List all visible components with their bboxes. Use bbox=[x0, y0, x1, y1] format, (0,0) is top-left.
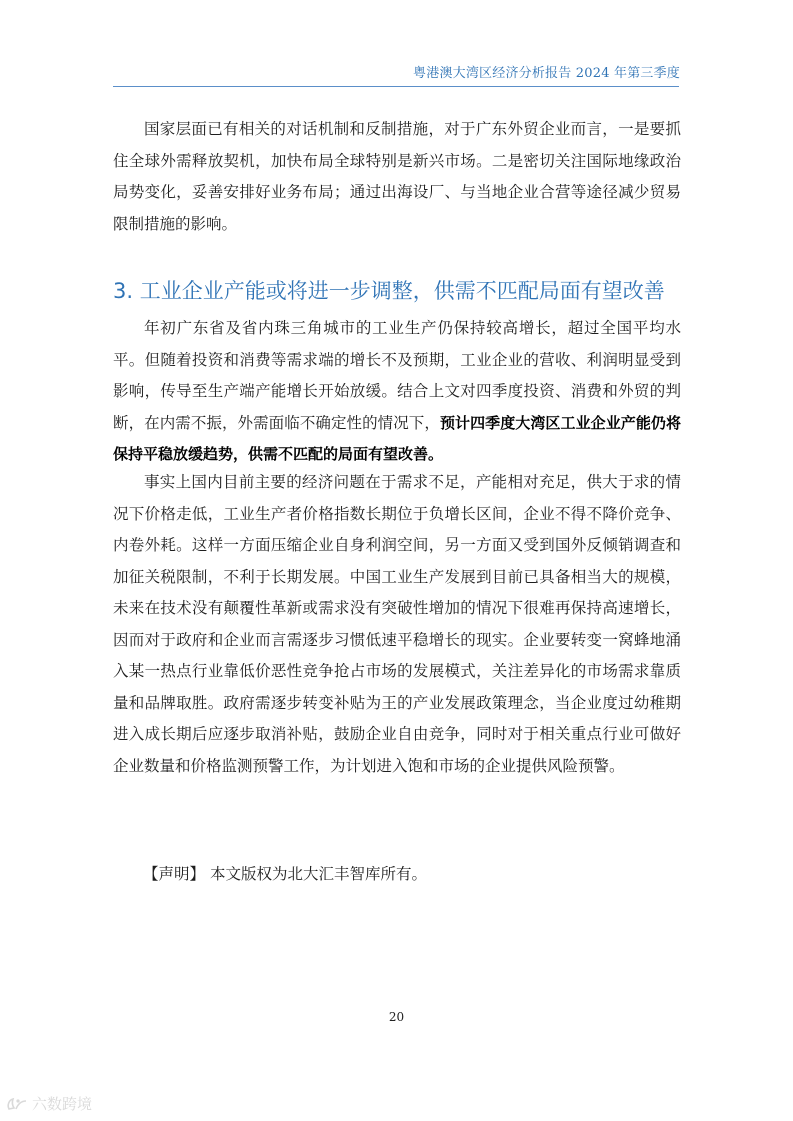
watermark-text: 六数跨境 bbox=[32, 1095, 93, 1113]
paragraph-text: 国家层面已有相关的对话机制和反制措施，对于广东外贸企业而言，一是要抓住全球外需释放契机，加快布局全球特别是新兴市场。二是密切关注国际地缘政治局势变化，妥善安排好业务布局；通过出海设厂、与当地企业合营等途径减少贸易限制措施的影响。 bbox=[113, 120, 681, 233]
paragraph-normal-text: 年初广东省及省内珠三角城市的工业生产仍保持较高增长，超过全国平均水平。但随着投资和消费等需求端的增长不及预期，工业企业的营收、利润明显受到影响，传导至生产端产能增长开始放缓。结合上文对四季度投资、消费和外贸的判断，在内需不振，外需面临不确定性的情况下， bbox=[113, 319, 681, 432]
watermark bbox=[6, 1093, 92, 1114]
paragraph-demand-analysis bbox=[113, 467, 681, 782]
paragraph-industrial-capacity bbox=[113, 313, 681, 471]
header-divider bbox=[113, 86, 679, 87]
declaration-text: 本文版权为北大汇丰智库所有。 bbox=[205, 865, 427, 883]
copyright-declaration bbox=[143, 862, 427, 884]
declaration-label: 【声明】 bbox=[143, 865, 206, 883]
paragraph-emphasis-text: 预计四季度大湾区工业企业产能仍将保持平稳放缓趋势，供需不匹配的局面有望改善。 bbox=[113, 413, 681, 463]
page-number: 20 bbox=[388, 1010, 405, 1024]
running-header: 粤港澳大湾区经济分析报告 2024 年第三季度 bbox=[413, 66, 680, 81]
paragraph-text: 事实上国内目前主要的经济问题在于需求不足，产能相对充足，供大于求的情况下价格走低，工业生产者价格指数长期位于负增长区间，企业不得不降价竞争、内卷外耗。这样一方面压缩企业自身利润空间，另一方面又受到国外反倾销调查和加征关税限制，不利于长期发展。中国工业生产发展到目前已具备相当大的规模，未来在技术没有颠覆性革新或需求没有突破性增加的情况下很难再保持高速增长，因而对于政府和企业而言需逐步习惯低速平稳增长的现实。企业要转变一窝蜂地涌入某一热点行业靠低价恶性竞争抢占市场的发展模式，关注差异化的市场需求靠质量和品牌取胜。政府需逐步转变补贴为王的产业发展政策理念，当企业度过幼稚期进入成长期后应逐步取消补贴，鼓励企业自由竞争，同时对于相关重点行业可做好企业数量和价格监测预警工作，为计划进入饱和市场的企业提供风险预警。 bbox=[113, 473, 681, 775]
brand-logo-icon bbox=[6, 1096, 28, 1112]
section-heading: 3. 工业企业产能或将进一步调整，供需不匹配局面有望改善 bbox=[113, 279, 665, 303]
paragraph-trade-measures bbox=[113, 114, 681, 240]
paragraph-text bbox=[113, 313, 681, 471]
